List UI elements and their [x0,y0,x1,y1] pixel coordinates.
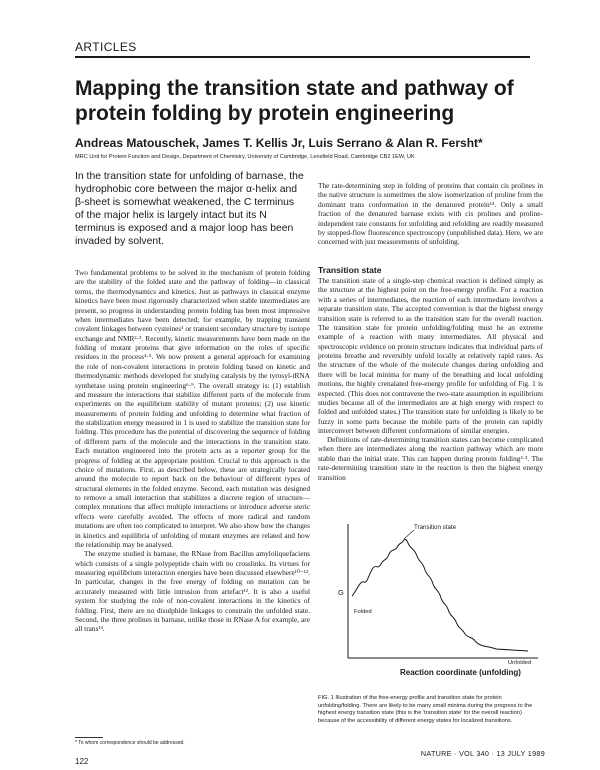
author-list: Andreas Matouschek, James T. Kellis Jr, Luis Serrano & Alan R. Fersht* [75,136,483,150]
section-heading: Transition state [318,265,382,275]
footnote-rule [75,737,103,738]
energy-profile-curve [352,539,528,651]
right-column-definitions [318,435,543,502]
transition-paragraph: The transition state of a single-step chemical reaction is defined simply as the structure at the highest point on the free-energy profile. For a reaction with a series of intermediates, the reaction of each intermediate involves a separate transition state. The accepted convention is that the highest energy transition state is referred to as the transition state for the overall reaction. The transition state for protein unfolding/folding must be an extreme example of a reaction with many intermediates. All physical and spectroscopic evidence on protein structure indicates that individual parts of proteins breathe and reversibly unfold locally at relatively rapid rates. As the structure of the whole of the molecule changes during unfolding and there will be local minima for many of the breathing and local unfolding motions, the highly crenalated free-energy profile for unfolding of Fig. 1 is expected. (This does not contravene the two-state assumption in equilibrium studies because all of the intermediates are at high energy with respect to folded and unfolded states.) The transition state for unfolding is likely to be fuzzy in some parts because the mobile parts of the protein can rapidly interconvert between different conformations of similar energies. [318,276,543,434]
unfolded-label: Unfolded [508,660,532,666]
intro-paragraph: The rate-determining step in folding of proteins that contain cis prolines in the native structure is sometimes the slow isomerization of proline from the dominant trans conformation in the denatured protein¹⁴. Only a small fraction of the denatured barnase exists with cis prolines and proline-independent rate constants for unfolding and refolding are readily measured by stopped-flow fluorescence spectroscopy (unpublished data). Here, we are concerned with just measurements of unfolding. [318,181,543,247]
footnote: * To whom correspondence should be addressed. [75,740,185,746]
body-paragraph-1: Two fundamental problems to be solved in the mechanism of protein folding are the stability of the folded state and the pathway of folding—in classical terms, the thermodynamics and kinetics. Just as pathways in classical enzyme kinetics have been most rigorously characterized when stable intermediates are present, so progress in understanding protein folding has been most impressive when intermediates have been detected; for example, by trapping transient covalent linkages between cysteines¹ or transient secondary structure by isotope exchange and NMR²·³. Recently, kinetic measurements have been made on the folding of mutant proteins that give information on the roles of specific residues in the process⁴·⁵. We now present a general approach for examining the role of non-covalent interactions in protein folding based on kinetic and thermodynamic methods developed for studying catalysis by the tyrosyl-tRNA synthetase using protein engineering⁶·⁹. The overall strategy is: (1) establish and measure the interactions that stabilize different parts of the molecule from experiments on the equilibrium stability of mutant proteins; (2) use kinetic measurements of protein folding and unfolding to determine what fraction of the stabilization energy measured in 1 is used to stabilize the transition state for folding. This procedure has the potential of discovering the sequence of folding of different parts of the molecule and the interactions in the transition state. Each mutation engineered into the protein acts as a reporter group for the progress of folding at the appropriate position. Crucial to this approach is the choice of mutations. First, as described below, these are strategically located around the molecule to report back on the behaviour of different types of structural elements in the folded enzyme. Second, each mutation was designed to remove a small interaction that stabilizes a discrete region of structure—complex mutations that affect multiple interactions or introduce adverse steric effects were carefully avoided. The effects of more radical and random mutations are often too complicated to interpret. We also show how the changes in kinetics and equilibria of unfolding of mutant enzymes are related and how the relationship may be analysed. [75,268,310,549]
section-label: ARTICLES [75,40,137,54]
x-axis-label: Reaction coordinate (unfolding) [400,668,521,677]
journal-footer: NATURE · VOL 340 · 13 JULY 1989 [420,749,545,758]
body-paragraph-2: The enzyme studied is barnase, the RNase from Bacillus amyloliquefaciens which consists of a single polypeptide chain with no crosslinks. Its virtues for measuring equilibrium interaction energies have been discussed elsewhere¹⁰⁻¹². In particular, changes in the free energy of folding on mutation can be accurately measured with little intrusion from artefact¹². It is also a useful system for studying the role of non-covalent interactions in the kinetics of folding. First, there are no disulphide linkages to constrain the unfolded state. Second, the three prolines in barnase, unlike those in RNase A for example, are all trans¹³. [75,549,310,634]
header-rule [75,56,530,58]
definitions-paragraph: Definitions of rate-determining transition states can become complicated when there are intermediates along the reaction pathway which are more stable than the initial state. This can happen during protein folding²·³. The rate-determining transition state in the reaction is then the highest energy transition [318,435,543,482]
right-column-intro [318,181,543,247]
free-energy-diagram [318,518,543,678]
abstract: In the transition state for unfolding of barnase, the hydrophobic core between the major α-helix and β-sheet is somewhat weakened, the C terminus of the major helix is largely intact but its N terminus is exposed and a major loop has been invaded by solvent. [75,171,304,247]
page-number: 122 [75,757,89,766]
folded-label: Folded [354,609,372,615]
left-column [75,268,310,678]
article-title: Mapping the transition state and pathway of protein folding by protein engineering [75,77,514,125]
right-column-main [318,276,543,434]
transition-state-label: Transition state [414,524,457,531]
transition-pointer [404,530,414,539]
g-axis-label: G [338,588,344,597]
affiliation: MRC Unit for Protein Function and Design, Department of Chemistry, University of Cambridge, Lensfield Road, Cambridge CB2 1EW, UK [75,154,415,160]
figure-caption: FIG. 1 Illustration of the free-energy profile and transition state for protein unfolding/folding. There are likely to be many small minima during the progress to the highest energy transition state (this is the 'transition state' for the overall reaction) because of the accessibility of different energy states for localized transitions. [318,695,533,724]
